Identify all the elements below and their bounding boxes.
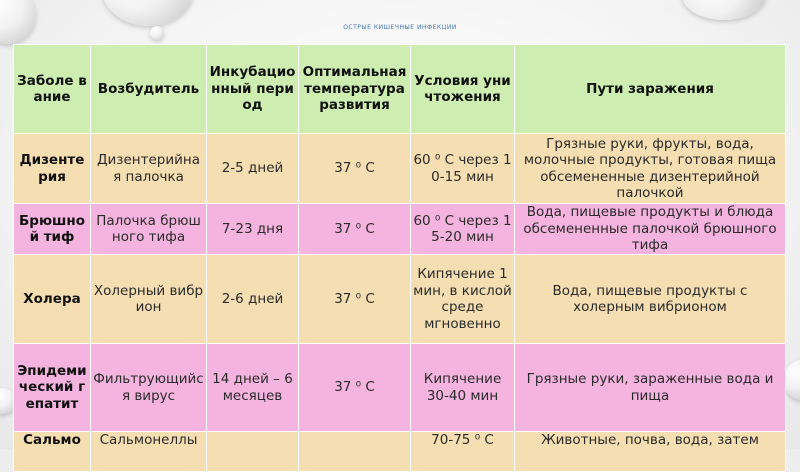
infections-table <box>13 44 786 472</box>
cell-path: Животные, почва, вода, затем <box>515 432 786 472</box>
cell-disease: Брюшной тиф <box>14 204 91 255</box>
header-incubation: Инкубационный период <box>207 45 299 134</box>
cell-incubation: 7-23 дня <box>207 204 299 255</box>
cell-disease: Эпидемический гепатит <box>14 344 91 432</box>
header-temperature: Оптимальная температура развития <box>299 45 411 134</box>
table-row <box>14 344 786 432</box>
cell-path: Грязные руки, зараженные вода и пища <box>515 344 786 432</box>
header-disease: Заболе вание <box>14 45 91 134</box>
cell-agent: Палочка брюшного тифа <box>91 204 207 255</box>
header-path: Пути заражения <box>515 45 786 134</box>
cell-destroy: 60 ⁰ С через 15-20 мин <box>411 204 515 255</box>
cell-destroy: 70-75 ⁰ С <box>411 432 515 472</box>
cell-path: Вода, пищевые продукты и блюда обсемененные палочкой брюшного тифа <box>515 204 786 255</box>
slide-title: ОСТРЫЕ КИШЕЧНЫЕ ИНФЕКЦИИ <box>343 24 457 31</box>
cell-destroy: Кипячение 30-40 мин <box>411 344 515 432</box>
water-drop-decoration <box>102 0 194 26</box>
cell-incubation: 2-5 дней <box>207 134 299 204</box>
cell-path: Грязные руки, фрукты, вода, молочные продукты, готовая пища обсемененные дизентерийной палочкой <box>515 134 786 204</box>
cell-destroy: Кипячение 1 мин, в кислой среде мгновенно <box>411 255 515 344</box>
cell-agent: Холерный вибрион <box>91 255 207 344</box>
cell-destroy: 60 ⁰ С через 10-15 мин <box>411 134 515 204</box>
table-row <box>14 204 786 255</box>
header-destroy: Условия уничтожения <box>411 45 515 134</box>
cell-incubation: 2-6 дней <box>207 255 299 344</box>
table-row <box>14 255 786 344</box>
cell-temperature: 37 ⁰ С <box>299 204 411 255</box>
water-drop-decoration <box>784 360 800 400</box>
cell-incubation <box>207 432 299 472</box>
cell-temperature: 37 ⁰ С <box>299 134 411 204</box>
table-row <box>14 134 786 204</box>
cell-agent: Сальмонеллы <box>91 432 207 472</box>
cell-disease: Холера <box>14 255 91 344</box>
water-drop-decoration <box>682 0 766 20</box>
cell-incubation: 14 дней – 6 месяцев <box>207 344 299 432</box>
table-header-row <box>14 45 786 134</box>
cell-disease: Дизентерия <box>14 134 91 204</box>
water-drop-decoration <box>0 0 36 44</box>
cell-agent: Дизентерийная палочка <box>91 134 207 204</box>
cell-temperature: 37 ⁰ С <box>299 255 411 344</box>
cell-temperature: 37 ⁰ С <box>299 344 411 432</box>
cell-temperature <box>299 432 411 472</box>
table-row <box>14 432 786 472</box>
cell-path: Вода, пищевые продукты с холерным вибрионом <box>515 255 786 344</box>
cell-disease: Сальмо <box>14 432 91 472</box>
header-agent: Возбудитель <box>91 45 207 134</box>
cell-agent: Фильтрующийся вирус <box>91 344 207 432</box>
